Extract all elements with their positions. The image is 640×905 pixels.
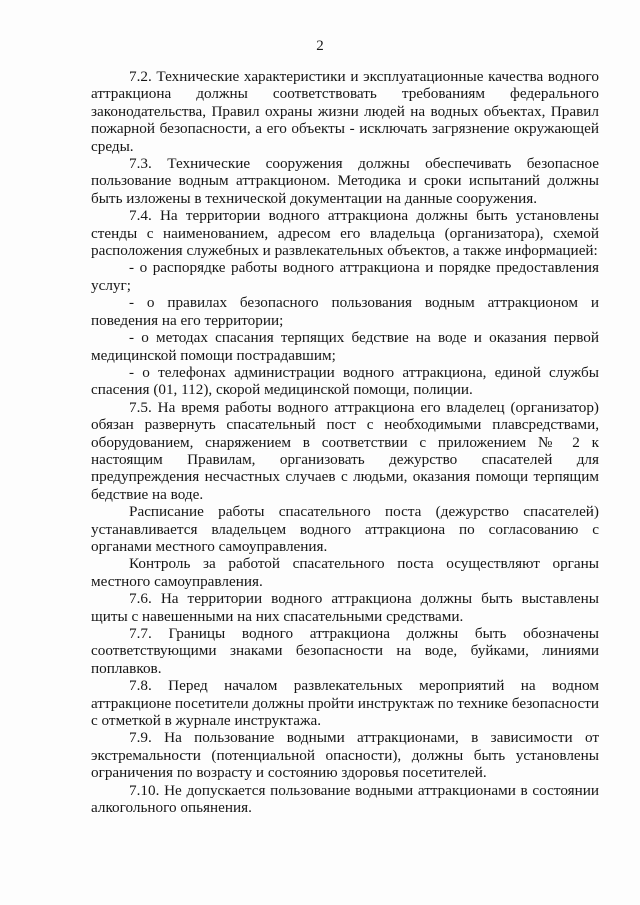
paragraph-7-5: 7.5. На время работы водного аттракциона его владелец (организатор) обязан развернуть спасательный пост с необходимыми плавсредствами, оборудованием, снаряжением в соответствии с приложением № 2 к настоящим Правилам, организовать дежурство спасателей для предупреждения несчастных случаев с людьми, оказания помощи терпящим бедствие на воде. (91, 398, 599, 503)
paragraph-7-10: 7.10. Не допускается пользование водными аттракционами в состоянии алкогольного опьянения. (91, 781, 599, 817)
paragraph-7-6: 7.6. На территории водного аттракциона должны быть выставлены щиты с навешенными на них спасательными средствами. (91, 590, 599, 625)
paragraph-rescue-schedule: Расписание работы спасательного поста (дежурство спасателей) устанавливается владельцем водного аттракциона по согласованию с органами местного самоуправления. (91, 503, 599, 555)
list-item-rescue-methods: - о методах спасания терпящих бедствие на воде и оказания первой медицинской помощи пострадавшим; (91, 329, 599, 364)
paragraph-7-9: 7.9. На пользование водными аттракционами, в зависимости от экстремальности (потенциальной опасности), должны быть установлены ограничения по возрасту и состоянию здоровья посетителей. (91, 729, 599, 782)
page-number: 2 (316, 38, 324, 54)
paragraph-rescue-control: Контроль за работой спасательного поста осуществляют органы местного самоуправления. (91, 555, 599, 590)
list-item-safety-rules: - о правилах безопасного пользования водным аттракционом и поведения на его территории; (91, 294, 599, 329)
paragraph-7-7: 7.7. Границы водного аттракциона должны быть обозначены соответствующими знаками безопасности на воде, буйками, линиями поплавков. (91, 625, 599, 677)
paragraph-7-3: 7.3. Технические сооружения должны обеспечивать безопасное пользование водным аттракционом. Методика и сроки испытаний должны быть изложены в технической документации на данные сооружения. (91, 155, 599, 207)
list-item-phones: - о телефонах администрации водного аттракциона, единой службы спасения (01, 112), скорой медицинской помощи, полиции. (91, 363, 599, 399)
paragraph-7-8: 7.8. Перед началом развлекательных мероприятий на водном аттракционе посетители должны пройти инструктаж по технике безопасности с отметкой в журнале инструктажа. (91, 677, 599, 730)
document-body (91, 68, 599, 816)
paragraph-7-2: 7.2. Технические характеристики и эксплуатационные качества водного аттракциона должны соответствовать требованиям федерального законодательства, Правил охраны жизни людей на водных объектах, Правил пожарной безопасности, а его объекты - исключать загрязнение окружающей среды. (91, 68, 599, 155)
list-item-schedule: - о распорядке работы водного аттракциона и порядке предоставления услуг; (91, 259, 599, 294)
paragraph-7-4: 7.4. На территории водного аттракциона должны быть установлены стенды с наименованием, адресом его владельца (организатора), схемой расположения служебных и развлекательных объектов, а также информацией: (91, 207, 599, 260)
